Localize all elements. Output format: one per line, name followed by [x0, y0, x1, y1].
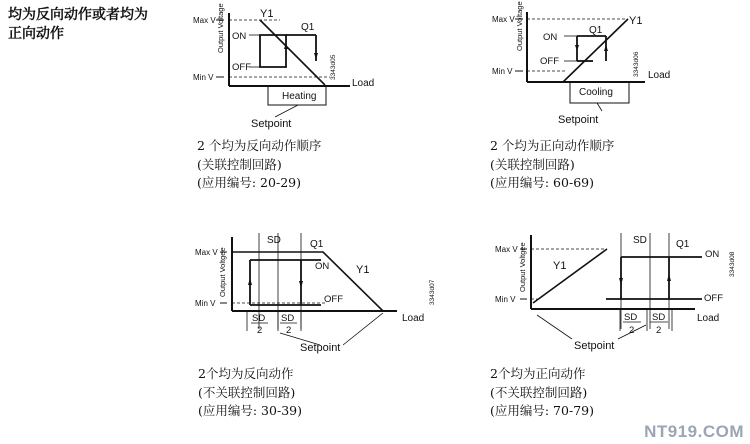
- min-v-label: Min V: [492, 67, 513, 76]
- heating-label: Heating: [282, 91, 317, 102]
- off-label: OFF: [232, 62, 251, 73]
- sd-half-label: SD: [624, 312, 638, 323]
- code-label: 3343d06: [633, 51, 640, 77]
- code-label: 3343d08: [729, 251, 736, 277]
- q1-label: Q1: [301, 22, 315, 33]
- code-label: 3343d05: [330, 54, 337, 80]
- caption-line: 2个均为正向动作: [490, 366, 586, 381]
- diagram-direct-unlinked: [490, 225, 740, 360]
- setpoint-label: Setpoint: [300, 342, 341, 354]
- q1-label: Q1: [589, 25, 603, 36]
- cooling-label: Cooling: [579, 87, 613, 98]
- off-label: OFF: [704, 293, 723, 304]
- min-v-label: Min V: [495, 295, 516, 304]
- caption-line: (应用编号: 60-69): [490, 175, 594, 190]
- caption-reverse-unlinked: [198, 365, 302, 421]
- page-title: 均为反向动作或者均为正向动作: [8, 7, 148, 42]
- max-v-label: Max V: [492, 15, 515, 24]
- two-label: 2: [656, 325, 662, 336]
- arrow-up: [604, 45, 608, 51]
- max-v-label: Max V: [495, 245, 518, 254]
- load-label: Load: [648, 70, 671, 81]
- caption-line: (不关联控制回路): [198, 384, 296, 400]
- load-label: Load: [697, 313, 720, 324]
- caption-heating: [197, 137, 321, 193]
- arrow-down: [314, 53, 318, 59]
- sd-half-label: SD: [252, 313, 266, 324]
- arrow-down: [619, 278, 623, 285]
- two-label: 2: [629, 325, 635, 336]
- load-label: Load: [352, 78, 375, 89]
- y1-label: Y1: [629, 15, 643, 27]
- caption-direct-unlinked: [490, 365, 594, 421]
- arrow-down: [575, 45, 579, 51]
- y1-line: [533, 249, 607, 303]
- output-voltage-label: Output Voltgee: [518, 242, 527, 292]
- code-label: 3343d07: [429, 279, 436, 305]
- sd-half-label: SD: [652, 312, 666, 323]
- sd-label: SD: [267, 235, 281, 246]
- caption-line: 2 个均为正向动作顺序: [490, 138, 615, 153]
- caption-cooling: [490, 137, 614, 193]
- diagram-heating: [185, 5, 385, 130]
- caption-line: 2个均为反向动作: [198, 366, 294, 381]
- q1-hysteresis: [260, 35, 286, 67]
- two-label: 2: [286, 325, 292, 336]
- caption-line: (关联控制回路): [490, 156, 575, 172]
- on-label: ON: [543, 32, 558, 43]
- output-voltage-label: Output Voltage: [515, 1, 524, 51]
- diagram-reverse-unlinked: [190, 225, 440, 360]
- sd-half-label: SD: [281, 313, 295, 324]
- setpoint-label: Setpoint: [558, 114, 599, 126]
- on-label: ON: [705, 249, 720, 260]
- diagram-cooling: [485, 1, 685, 130]
- max-v-label: Max V: [195, 248, 218, 257]
- caption-line: (不关联控制回路): [490, 384, 588, 400]
- sd-label: SD: [633, 235, 647, 246]
- on-label: ON: [232, 31, 247, 42]
- y1-label: Y1: [260, 8, 274, 20]
- min-v-label: Min V: [193, 73, 214, 82]
- caption-line: (应用编号: 70-79): [490, 403, 594, 418]
- on-label: ON: [315, 261, 330, 272]
- caption-line: (关联控制回路): [197, 156, 282, 172]
- y1-label: Y1: [356, 264, 370, 276]
- arrow-down: [299, 281, 303, 288]
- load-label: Load: [402, 313, 425, 324]
- q1-label: Q1: [310, 239, 324, 250]
- caption-line: (应用编号: 20-29): [197, 175, 301, 190]
- two-label: 2: [257, 325, 263, 336]
- off-label: OFF: [324, 294, 343, 305]
- min-v-label: Min V: [195, 299, 216, 308]
- setpoint-label: Setpoint: [251, 118, 292, 130]
- arrow-up: [667, 274, 671, 281]
- watermark: NT919.COM: [644, 422, 744, 441]
- caption-line: 2 个均为反向动作顺序: [197, 138, 322, 153]
- off-label: OFF: [540, 56, 559, 67]
- setpoint-label: Setpoint: [574, 340, 615, 352]
- y1-label: Y1: [553, 260, 567, 272]
- output-voltage-label: Output Voltage: [216, 3, 225, 53]
- output-voltage-label: Output Voltgee: [218, 247, 227, 297]
- q1-label: Q1: [676, 239, 690, 250]
- max-v-label: Max V: [193, 16, 216, 25]
- arrow-up: [248, 278, 252, 285]
- caption-line: (应用编号: 30-39): [198, 403, 302, 418]
